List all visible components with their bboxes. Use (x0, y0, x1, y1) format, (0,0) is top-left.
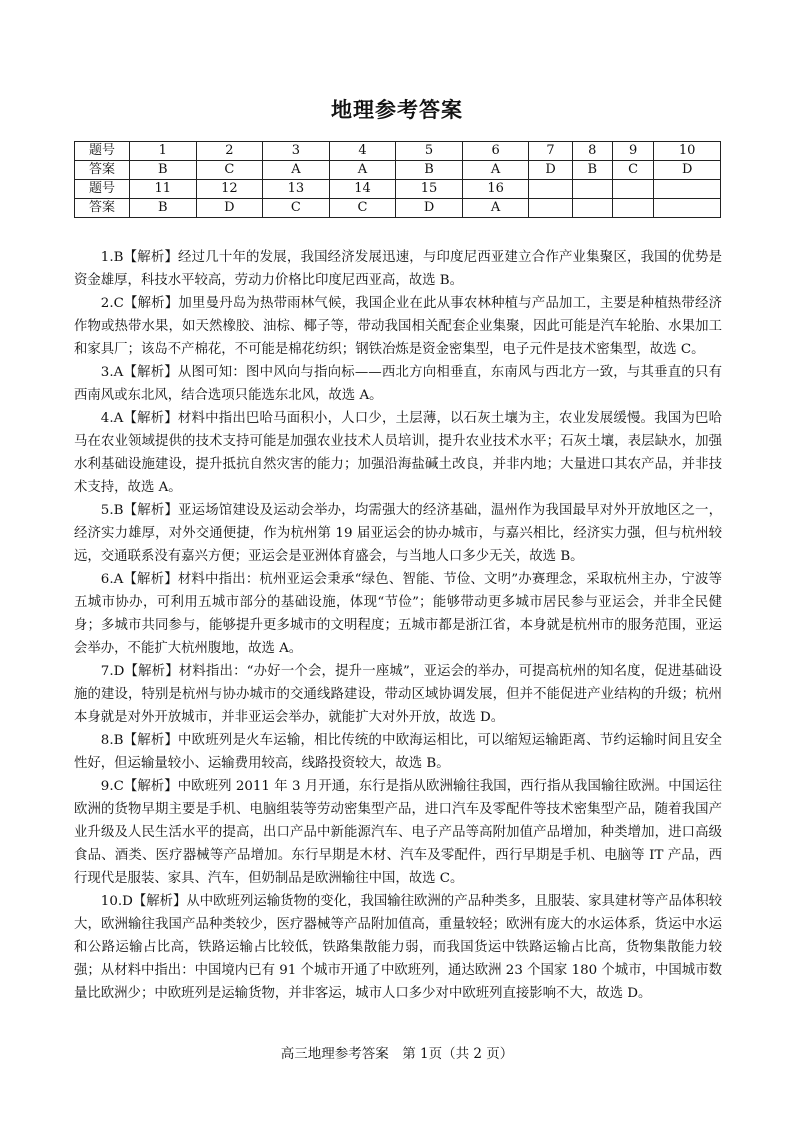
explanations-section (74, 246, 722, 1005)
table-cell (572, 180, 612, 199)
explanation-paragraph: 6.A【解析】材料中指出：杭州亚运会秉承“绿色、智能、节俭、文明”办赛理念，采取杭州主办，宁波等五城市协办，可利用五城市部分的基础设施，体现“节俭”；能够带动更多城市居民参与亚运会，并非全民健身；多城市共同参与，能够提升更多城市的文明程度；五城市都是浙江省，本身就是杭州市的服务范围，亚运会举办，不能扩大杭州腹地，故选 A。 (74, 572, 722, 656)
table-cell: 答案 (75, 199, 130, 218)
page-title: 地理参考答案 (331, 98, 463, 122)
table-cell: C (196, 161, 263, 180)
explanation-paragraph: 5.B【解析】亚运场馆建设及运动会举办，均需强大的经济基础，温州作为我国最早对外开放地区之一，经济实力雄厚，对外交通便捷，作为杭州第 19 届亚运会的协办城市，与嘉兴相比，经济实力强，但与杭州较远，交通联系没有嘉兴方便；亚运会是亚洲体育盛会，与当地人口多少无关，故选 B。 (74, 503, 722, 564)
table-cell (612, 180, 654, 199)
table-cell: B (130, 161, 197, 180)
table-cell: 2 (196, 142, 263, 161)
explanation-paragraph: 1.B【解析】经过几十年的发展，我国经济发展迅速，与印度尼西亚建立合作产业集聚区，我国的优势是资金雄厚，科技水平较高，劳动力价格比印度尼西亚高，故选 B。 (74, 250, 722, 288)
table-cell: 8 (572, 142, 612, 161)
explanation-paragraph: 3.A【解析】从图可知：图中风向与指向标——西北方向相垂直，东南风与西北方一致，与其垂直的只有西南风或东北风，结合选项只能选东北风，故选 A。 (74, 365, 722, 403)
table-cell: A (462, 199, 529, 218)
table-cell: D (529, 161, 572, 180)
table-cell: 13 (263, 180, 330, 199)
table-cell: 7 (529, 142, 572, 161)
table-row (75, 199, 721, 218)
table-row (75, 142, 721, 161)
table-cell: 题号 (75, 180, 130, 199)
table-cell: 3 (263, 142, 330, 161)
table-cell: 4 (329, 142, 396, 161)
table-cell: D (196, 199, 263, 218)
table-row (75, 161, 721, 180)
explanation-paragraph: 4.A【解析】材料中指出巴哈马面积小，人口少，土层薄，以石灰土壤为主，农业发展缓慢。我国为巴哈马在农业领域提供的技术支持可能是加强农业技术人员培训，提升农业技术水平；石灰土壤，表层缺水，加强水利基础设施建设，提升抵抗自然灾害的能力；加强沿海盐碱土改良，并非内地；大量进口其农产品，并非技术支持，故选 A。 (74, 411, 722, 495)
table-cell: C (263, 199, 330, 218)
table-cell: 题号 (75, 142, 130, 161)
table-cell: B (130, 199, 197, 218)
table-cell: 答案 (75, 161, 130, 180)
table-cell: B (572, 161, 612, 180)
table-cell: 16 (462, 180, 529, 199)
explanation-paragraph: 8.B【解析】中欧班列是火车运输，相比传统的中欧海运相比，可以缩短运输距离、节约运输时间且安全性好，但运输量较小、运输费用较高，线路投资较大，故选 B。 (74, 733, 722, 771)
table-cell (529, 180, 572, 199)
table-cell: 15 (396, 180, 463, 199)
table-cell: 14 (329, 180, 396, 199)
explanation-paragraph: 9.C【解析】中欧班列 2011 年 3 月开通，东行是指从欧洲输往我国，西行指从我国输往欧洲。中国运往欧洲的货物早期主要是手机、电脑组装等劳动密集型产品，进口汽车及零配件等技术密集型产品，随着我国产业升级及人民生活水平的提高，出口产品中新能源汽车、电子产品等高附加值产品增加，种类增加，进口高级食品、酒类、医疗器械等产品增加。东行早期是木材、汽车及零配件，西行早期是手机、电脑等 IT 产品，西行现代是服装、家具、汽车，但奶制品是欧洲输往中国，故选 C。 (74, 779, 722, 886)
table-cell (612, 199, 654, 218)
table-cell: B (396, 161, 463, 180)
table-cell: 6 (462, 142, 529, 161)
answer-table (74, 141, 721, 218)
table-cell: A (462, 161, 529, 180)
table-cell: 1 (130, 142, 197, 161)
table-cell: 10 (654, 142, 721, 161)
table-cell: C (612, 161, 654, 180)
table-cell: 5 (396, 142, 463, 161)
table-cell: D (654, 161, 721, 180)
table-cell (654, 180, 721, 199)
table-cell (654, 199, 721, 218)
table-cell (572, 199, 612, 218)
table-cell: D (396, 199, 463, 218)
table-cell: 9 (612, 142, 654, 161)
table-cell: 11 (130, 180, 197, 199)
page-footer: 高三地理参考答案 第 1页（共 2 页） (280, 1046, 514, 1062)
explanation-paragraph: 10.D【解析】从中欧班列运输货物的变化，我国输往欧洲的产品种类多，且服装、家具建材等产品体积较大，欧洲输往我国产品种类较少，医疗器械等产品附加值高，重量较轻；欧洲有庞大的水运体系，货运中水运和公路运输占比高，铁路运输占比较低，铁路集散能力弱，而我国货运中铁路运输占比高，货物集散能力较强；从材料中指出：中国境内已有 91 个城市开通了中欧班列，通达欧洲 23 个国家 180 个城市，中国城市数量比欧洲少；中欧班列是运输货物，并非客运，城市人口多少对中欧班列直接影响不大，故选 D。 (74, 894, 723, 1001)
table-cell: 12 (196, 180, 263, 199)
table-cell (529, 199, 572, 218)
explanation-paragraph: 2.C【解析】加里曼丹岛为热带雨林气候，我国企业在此从事农林种植与产品加工，主要是种植热带经济作物或热带水果，如天然橡胶、油棕、椰子等，带动我国相关配套企业集聚，因此可能是汽车轮胎、水果加工和家具厂；该岛不产棉花，不可能是棉花纺织；钢铁冶炼是资金密集型，电子元件是技术密集型，故选 C。 (74, 296, 722, 357)
table-row (75, 180, 721, 199)
table-cell: A (329, 161, 396, 180)
table-cell: A (263, 161, 330, 180)
explanation-paragraph: 7.D【解析】材料指出：“办好一个会，提升一座城”，亚运会的举办，可提高杭州的知名度，促进基础设施的建设，特别是杭州与协办城市的交通线路建设，带动区域协调发展，但并不能促进产业结构的升级；杭州本身就是对外开放城市，并非亚运会举办，就能扩大对外开放，故选 D。 (74, 664, 722, 725)
table-cell: C (329, 199, 396, 218)
